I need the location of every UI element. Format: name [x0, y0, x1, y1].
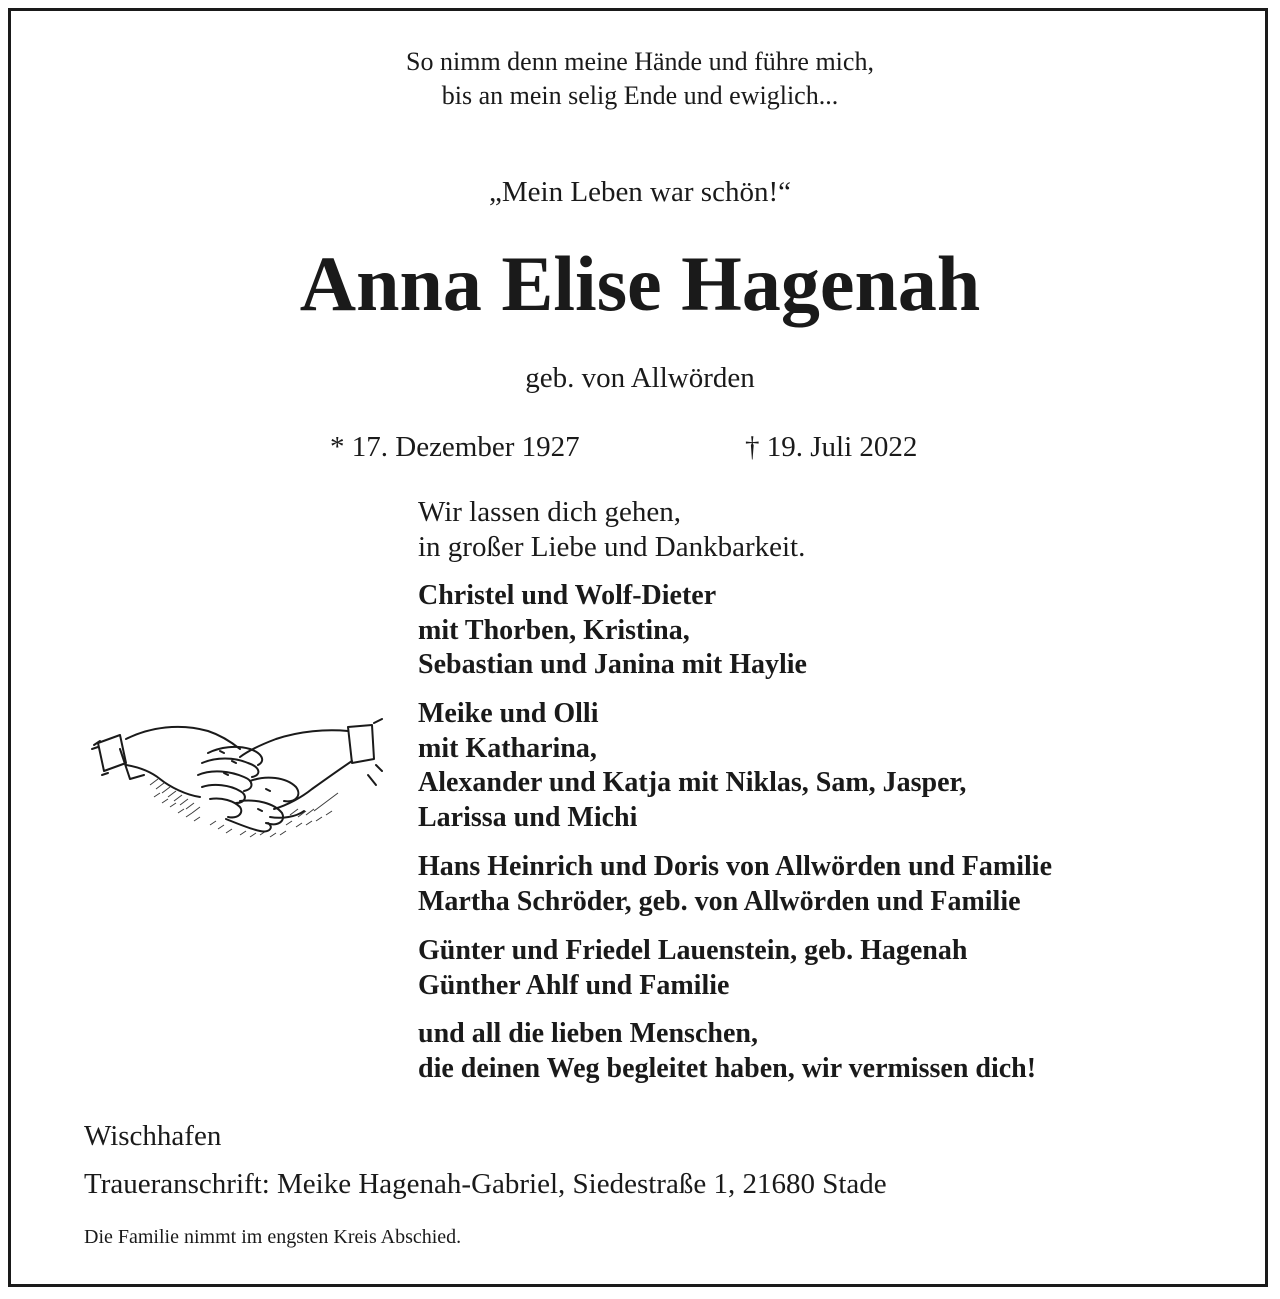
verse-line-1: So nimm denn meine Hände und führe mich,: [406, 47, 874, 76]
mourning-address: Traueranschrift: Meike Hagenah-Gabriel, Siedestraße 1, 21680 Stade: [84, 1168, 887, 1200]
mourner-line: Meike und Olli: [418, 698, 599, 729]
mourner-line: Hans Heinrich und Doris von Allwörden und Familie: [418, 851, 1052, 882]
farewell-line-2: in großer Liebe und Dankbarkeit.: [418, 531, 806, 563]
mourner-line: Alexander und Katja mit Niklas, Sam, Jasper,: [418, 767, 967, 798]
place: Wischhafen: [84, 1120, 222, 1152]
birth-date: * 17. Dezember 1927: [330, 431, 580, 463]
mourner-group-2: [418, 697, 1258, 835]
verse-line-2: bis an mein selig Ende und ewiglich...: [441, 81, 839, 110]
mourner-group-1: [418, 579, 1258, 683]
farewell-line-1: Wir lassen dich gehen,: [418, 496, 681, 528]
mourner-group-5: [418, 1017, 1258, 1086]
deceased-name: Anna Elise Hagenah: [299, 240, 981, 327]
mourner-line: und all die lieben Menschen,: [418, 1018, 758, 1049]
farewell-text: [418, 495, 1258, 565]
mourner-line: Günther Ahlf und Familie: [418, 969, 730, 1001]
mourner-line: Martha Schröder, geb. von Allwörden und Familie: [418, 885, 1021, 917]
farewell-note: Die Familie nimmt im engsten Kreis Abschied.: [84, 1226, 462, 1248]
mourner-group-4: [418, 934, 1258, 1003]
mourner-line: Christel und Wolf-Dieter: [418, 580, 717, 611]
verse: [0, 45, 1280, 113]
mourner-group-3: [418, 850, 1258, 919]
maiden-name: geb. von Allwörden: [525, 362, 755, 394]
quote: „Mein Leben war schön!“: [489, 176, 791, 208]
mourner-line: mit Katharina,: [418, 732, 597, 764]
mourner-line: Larissa und Michi: [418, 801, 638, 833]
mourner-line: die deinen Weg begleitet haben, wir vermissen dich!: [418, 1052, 1037, 1084]
mourner-line: Günter und Friedel Lauenstein, geb. Hagenah: [418, 935, 968, 966]
mourner-line: mit Thorben, Kristina,: [418, 614, 690, 646]
mourner-line: Sebastian und Janina mit Haylie: [418, 649, 807, 680]
death-date: † 19. Juli 2022: [745, 431, 918, 463]
clasped-hands-icon: [90, 705, 385, 845]
